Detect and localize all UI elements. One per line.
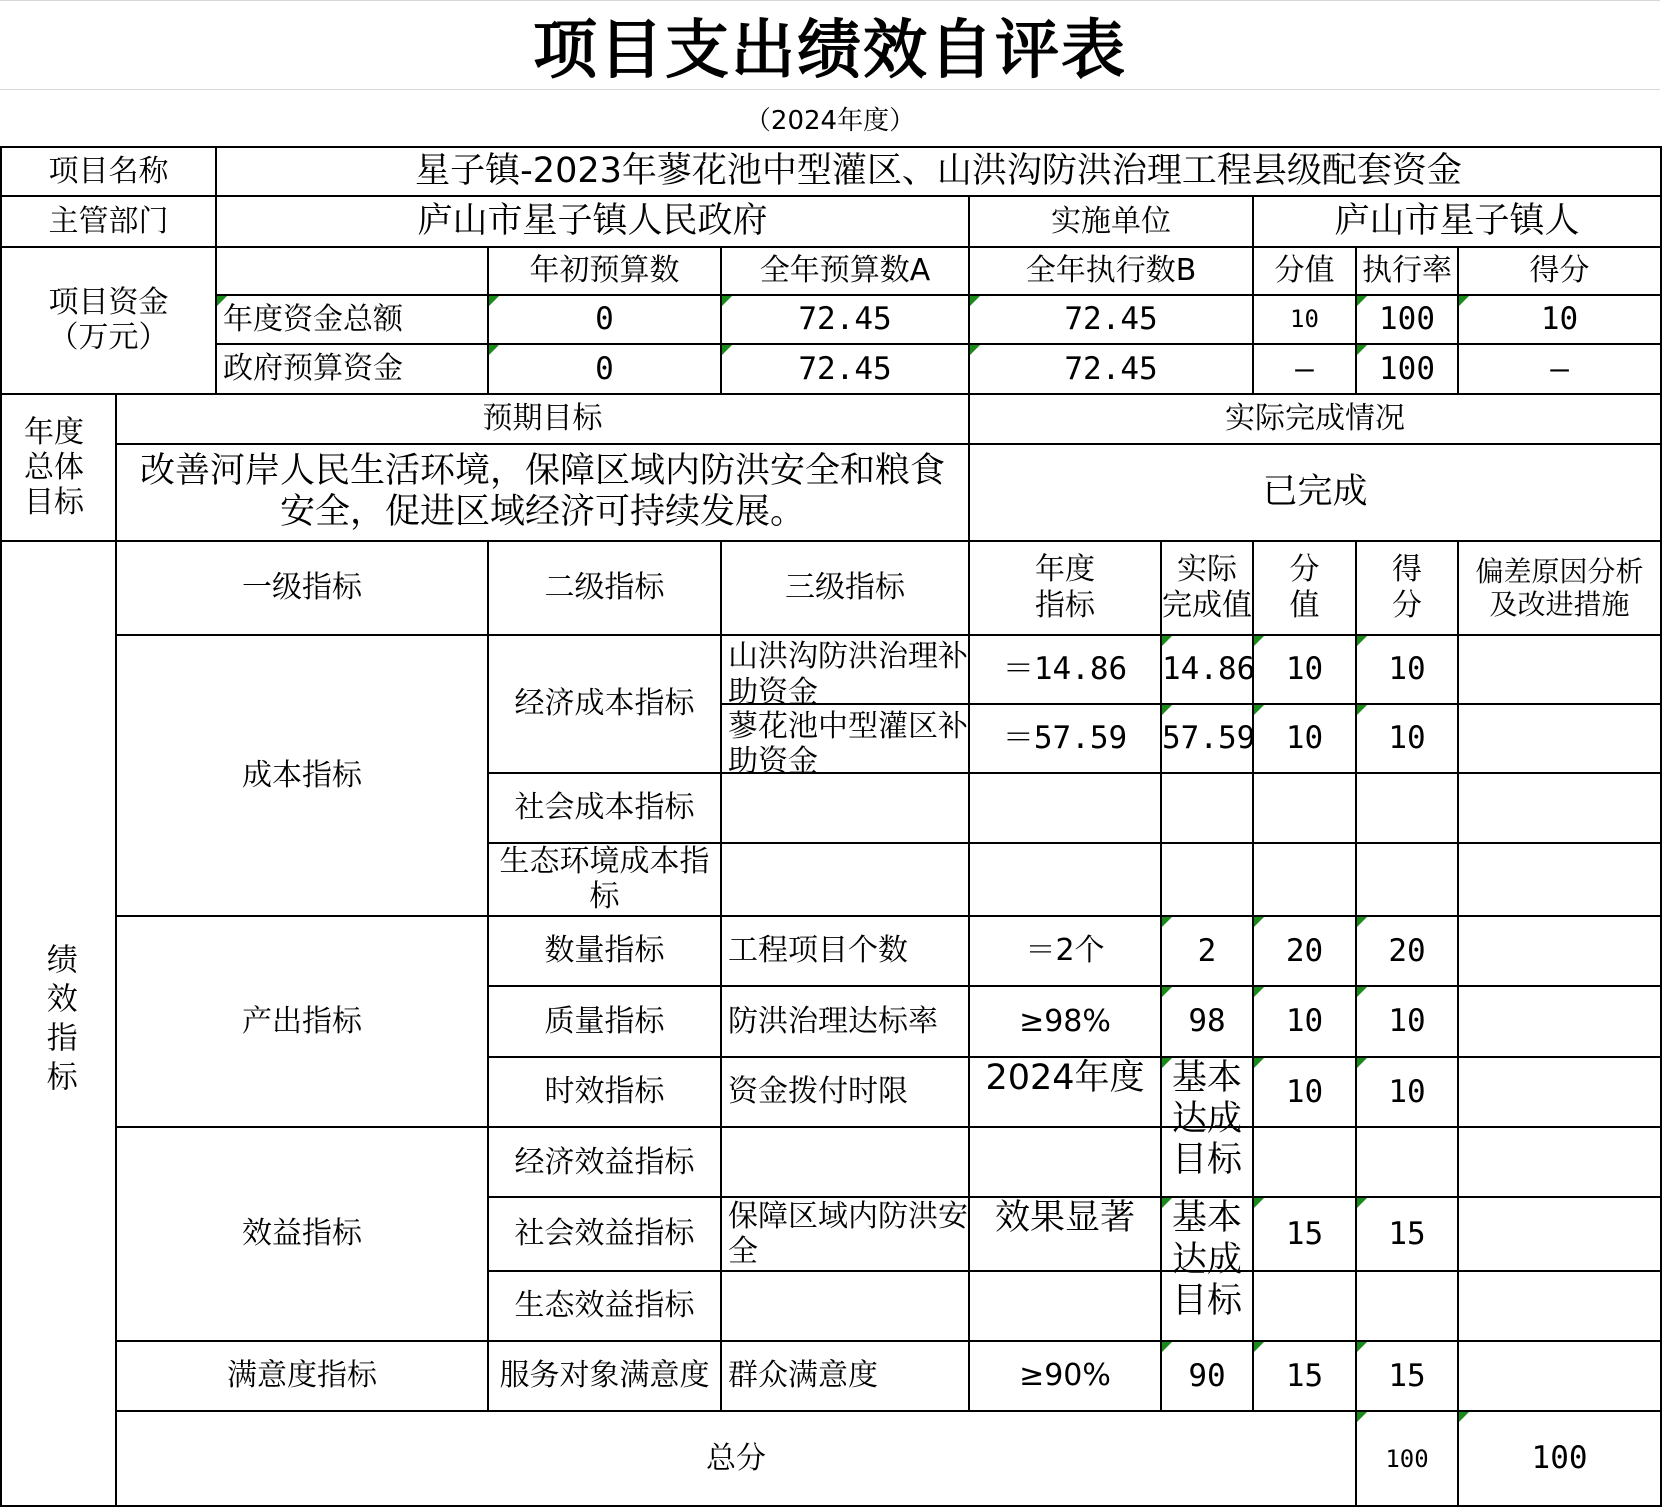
actual-value[interactable]: 57.59 xyxy=(1161,704,1253,773)
score-value[interactable]: 10 xyxy=(1356,1057,1458,1127)
annual-target-text: 2024年度 xyxy=(985,1057,1145,1098)
page-title: 项目支出绩效自评表 xyxy=(0,0,1660,90)
actual-status-text[interactable]: 已完成 xyxy=(969,444,1661,542)
level3-cell[interactable] xyxy=(721,1271,969,1341)
funds-gov-score[interactable]: — xyxy=(1458,344,1661,394)
level3-cell[interactable] xyxy=(721,1127,969,1197)
actual-status-header: 实际完成情况 xyxy=(969,394,1661,443)
score-value[interactable]: 10 xyxy=(1356,986,1458,1056)
header-level3: 三级指标 xyxy=(721,541,969,635)
level2-economic-benefit: 经济效益指标 xyxy=(488,1127,721,1197)
header-score-value: 分值 xyxy=(1253,247,1356,295)
dept-label: 主管部门 xyxy=(1,196,216,246)
deviation-note[interactable] xyxy=(1458,916,1661,986)
deviation-note[interactable] xyxy=(1458,1197,1661,1270)
level2-eco-benefit: 生态效益指标 xyxy=(488,1271,721,1341)
deviation-note[interactable] xyxy=(1458,843,1661,916)
indicators-label-cell xyxy=(1,541,116,1506)
funds-total-initial[interactable]: 0 xyxy=(488,295,721,344)
funds-total-score-value[interactable]: 10 xyxy=(1253,295,1356,344)
score-value[interactable] xyxy=(1356,1271,1458,1341)
level1-output: 产出指标 xyxy=(116,916,488,1127)
level3-cell[interactable]: 工程项目个数 xyxy=(721,916,969,986)
score-value[interactable]: 10 xyxy=(1356,704,1458,773)
deviation-note[interactable] xyxy=(1458,1127,1661,1197)
annual-target-cell[interactable]: ＝2个 xyxy=(969,916,1161,986)
score-value[interactable] xyxy=(1356,843,1458,916)
level2-quantity: 数量指标 xyxy=(488,916,721,986)
header-exec-rate: 执行率 xyxy=(1356,247,1458,295)
dept-value[interactable]: 庐山市星子镇人民政府 xyxy=(216,196,969,246)
level2-eco-cost: 生态环境成本指标 xyxy=(488,843,721,916)
indicators-label: 绩效指标 xyxy=(40,943,77,1100)
points-value[interactable]: 20 xyxy=(1253,916,1356,986)
funds-corner xyxy=(216,247,488,295)
annual-target-cell[interactable] xyxy=(969,843,1161,916)
level2-service-satisfaction: 服务对象满意度 xyxy=(488,1341,721,1411)
actual-value[interactable]: 90 xyxy=(1161,1341,1253,1411)
annual-target-cell[interactable] xyxy=(969,1057,1161,1127)
funds-label: 项目资金 （万元） xyxy=(1,247,216,395)
funds-gov-rate[interactable]: 100 xyxy=(1356,344,1458,394)
funds-total-annual[interactable]: 72.45 xyxy=(721,295,969,344)
fiscal-year: （2024年度） xyxy=(744,105,916,136)
annual-target-cell[interactable] xyxy=(969,704,1161,773)
deviation-note[interactable] xyxy=(1458,635,1661,704)
level3-cell[interactable]: 群众满意度 xyxy=(721,1341,969,1411)
deviation-note[interactable] xyxy=(1458,1271,1661,1341)
points-value[interactable]: 15 xyxy=(1253,1197,1356,1270)
score-value[interactable]: 20 xyxy=(1356,916,1458,986)
level3-cell[interactable] xyxy=(721,843,969,916)
funds-total-label: 年度资金总额 xyxy=(216,295,488,344)
level2-social-benefit: 社会效益指标 xyxy=(488,1197,721,1270)
expected-goal-text[interactable]: 改善河岸人民生活环境，保障区域内防洪安全和粮食安全，促进区域经济可持续发展。 xyxy=(116,444,969,542)
actual-value[interactable]: 98 xyxy=(1161,986,1253,1056)
level2-quality: 质量指标 xyxy=(488,986,721,1056)
actual-value[interactable] xyxy=(1161,1271,1253,1341)
annual-target-text: ＝14.86 xyxy=(1002,651,1128,687)
header-points: 分 值 xyxy=(1253,541,1356,635)
impl-value[interactable]: 庐山市星子镇人 xyxy=(1253,196,1661,246)
actual-value[interactable] xyxy=(1161,1057,1253,1181)
level3-text: 蓼花池中型灌区补助资金 xyxy=(728,708,968,780)
funds-gov-label: 政府预算资金 xyxy=(216,344,488,394)
actual-value[interactable] xyxy=(1161,773,1253,842)
level1-benefit: 效益指标 xyxy=(116,1127,488,1341)
header-deviation: 偏差原因分析 及改进措施 xyxy=(1458,541,1661,635)
level3-cell[interactable] xyxy=(721,773,969,842)
annual-target-text: ＝57.59 xyxy=(1002,720,1128,757)
evaluation-table xyxy=(0,146,1662,1507)
level1-cost: 成本指标 xyxy=(116,635,488,916)
header-executed: 全年执行数B xyxy=(969,247,1253,295)
funds-total-rate[interactable]: 100 xyxy=(1356,295,1458,344)
score-value[interactable]: 15 xyxy=(1356,1197,1458,1270)
header-annual-budget: 全年预算数A xyxy=(721,247,969,295)
header-level1: 一级指标 xyxy=(116,541,488,635)
annual-target-cell[interactable] xyxy=(969,1271,1161,1341)
annual-target-cell[interactable] xyxy=(969,635,1161,704)
level2-economic-cost: 经济成本指标 xyxy=(488,635,721,774)
project-name[interactable]: 星子镇-2023年蓼花池中型灌区、山洪沟防洪治理工程县级配套资金 xyxy=(216,147,1661,196)
annual-target-cell[interactable]: ≥98% xyxy=(969,986,1161,1056)
actual-value[interactable]: 2 xyxy=(1161,916,1253,986)
annual-target-text: 效果显著 xyxy=(994,1198,1135,1239)
funds-total-score[interactable]: 10 xyxy=(1458,295,1661,344)
points-value[interactable] xyxy=(1253,1127,1356,1197)
funds-gov-score-value[interactable]: — xyxy=(1253,344,1356,394)
level3-text: 山洪沟防洪治理补助资金 xyxy=(728,639,968,710)
deviation-note[interactable] xyxy=(1458,1057,1661,1127)
score-value[interactable]: 10 xyxy=(1356,635,1458,704)
header-score: 得分 xyxy=(1458,247,1661,295)
score-value[interactable]: 15 xyxy=(1356,1341,1458,1411)
deviation-note[interactable] xyxy=(1458,704,1661,773)
total-points[interactable]: 100 xyxy=(1356,1411,1458,1506)
expected-goal-header: 预期目标 xyxy=(116,394,969,443)
total-score[interactable]: 100 xyxy=(1458,1411,1661,1506)
actual-value[interactable]: 14.86 xyxy=(1161,635,1253,704)
funds-gov-executed[interactable]: 72.45 xyxy=(969,344,1253,394)
header-annual-target: 年度 指标 xyxy=(969,541,1161,635)
header-initial-budget: 年初预算数 xyxy=(488,247,721,295)
annual-target-cell[interactable]: ≥90% xyxy=(969,1341,1161,1411)
level1-satisfaction: 满意度指标 xyxy=(116,1341,488,1411)
points-value[interactable]: 10 xyxy=(1253,1057,1356,1127)
points-value[interactable]: 10 xyxy=(1253,635,1356,704)
impl-label: 实施单位 xyxy=(969,196,1253,246)
actual-value-text: 基本达成目标 xyxy=(1171,1057,1242,1181)
level2-social-cost: 社会成本指标 xyxy=(488,773,721,842)
score-value[interactable] xyxy=(1356,1127,1458,1197)
actual-value[interactable] xyxy=(1161,843,1253,916)
points-value[interactable] xyxy=(1253,843,1356,916)
level3-cell[interactable]: 保障区域内防洪安全 xyxy=(721,1197,969,1270)
actual-value-text: 基本达成目标 xyxy=(1171,1198,1242,1321)
goals-label: 年度 总体 目标 xyxy=(1,394,116,541)
level2-timeliness: 时效指标 xyxy=(488,1057,721,1127)
deviation-note[interactable] xyxy=(1458,773,1661,842)
funds-gov-annual[interactable]: 72.45 xyxy=(721,344,969,394)
points-value[interactable]: 10 xyxy=(1253,986,1356,1056)
level3-cell[interactable] xyxy=(721,635,969,710)
annual-target-cell[interactable] xyxy=(969,773,1161,842)
funds-gov-initial[interactable]: 0 xyxy=(488,344,721,394)
deviation-note[interactable] xyxy=(1458,1341,1661,1411)
points-value[interactable] xyxy=(1253,773,1356,842)
header-actual-value: 实际 完成值 xyxy=(1161,541,1253,635)
funds-total-executed[interactable]: 72.45 xyxy=(969,295,1253,344)
annual-target-cell[interactable] xyxy=(969,1197,1161,1270)
project-name-label: 项目名称 xyxy=(1,147,216,196)
header-indicator-score: 得 分 xyxy=(1356,541,1458,635)
score-value[interactable] xyxy=(1356,773,1458,842)
total-label: 总分 xyxy=(116,1411,1356,1506)
actual-value[interactable] xyxy=(1161,1197,1253,1321)
level3-cell[interactable]: 防洪治理达标率 xyxy=(721,986,969,1056)
deviation-note[interactable] xyxy=(1458,986,1661,1056)
actual-value[interactable] xyxy=(1161,1127,1253,1197)
header-level2: 二级指标 xyxy=(488,541,721,635)
points-value[interactable] xyxy=(1253,1271,1356,1341)
points-value[interactable]: 10 xyxy=(1253,704,1356,773)
annual-target-cell[interactable] xyxy=(969,1127,1161,1197)
level3-cell[interactable]: 资金拨付时限 xyxy=(721,1057,969,1127)
points-value[interactable]: 15 xyxy=(1253,1341,1356,1411)
level3-cell[interactable] xyxy=(721,704,969,780)
